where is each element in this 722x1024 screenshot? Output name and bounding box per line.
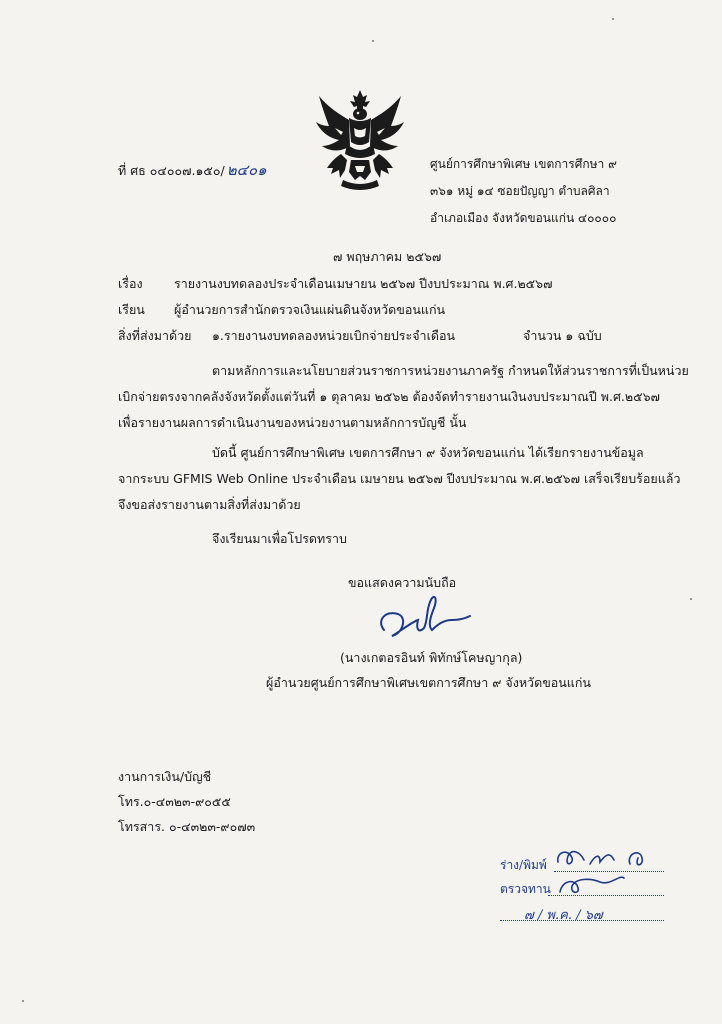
body-paragraph-1-line-3: เพื่อรายงานผลการดำเนินงานของหน่วยงานตามหลักการบัญชี นั้น (118, 415, 467, 430)
scan-speck (22, 1000, 24, 1002)
recipient-label: เรียน (118, 302, 145, 317)
sender-address-line-3: อำเภอเมือง จังหวัดขอนแก่น ๔๐๐๐๐ (430, 211, 617, 225)
garuda-emblem (313, 88, 407, 194)
reference-prefix: ที่ ศธ ๐๔๐๐๗.๑๕๐/ (118, 163, 225, 178)
stamp-typed-by-label: ร่าง/พิมพ์ (500, 858, 547, 872)
department-phone: โทร.๐-๔๓๒๓-๙๐๕๕ (118, 794, 231, 809)
recipient-text: ผู้อำนวยการสำนักตรวจเงินแผ่นดินจังหวัดขอนแก่น (174, 302, 446, 317)
signer-title: ผู้อำนวยศูนย์การศึกษาพิเศษเขตการศึกษา ๙ จังหวัดขอนแก่น (266, 675, 591, 690)
regards-line: ขอแสดงความนับถือ (348, 575, 457, 590)
scan-speck (690, 598, 692, 600)
enclosure-label: สิ่งที่ส่งมาด้วย (118, 328, 192, 343)
body-paragraph-2-line-2: จากระบบ GFMIS Web Online ประจำเดือน เมษายน ๒๕๖๗ ปีงบประมาณ พ.ศ.๒๕๖๗ เสร็จเรียบร้อยแล้ว (118, 471, 681, 486)
subject-label: เรื่อง (118, 276, 143, 291)
handwritten-signature (372, 590, 472, 646)
stamp-checked-by-label: ตรวจทาน (500, 882, 551, 896)
body-paragraph-1-line-2: เบิกจ่ายตรงจากคลังจังหวัดตั้งแต่วันที่ ๑ ตุลาคม ๒๕๖๒ ต้องจัดทำรายงานเงินงบประมาณปี พ.ศ.๒๕๖๗ (118, 389, 660, 404)
sender-address-line-2: ๓๖๑ หมู่ ๑๔ ซอยปัญญา ตำบลศิลา (430, 184, 610, 198)
scan-speck (612, 18, 614, 20)
body-paragraph-2-line-3: จึงขอส่งรายงานตามสิ่งที่ส่งมาด้วย (118, 497, 301, 512)
department-name: งานการเงิน/บัญชี (118, 769, 212, 784)
stamp-date-handwritten: ๗ / พ.ค. / ๖๗ (524, 908, 603, 923)
department-fax: โทรสาร. ๐-๔๓๒๓-๙๐๗๓ (118, 819, 256, 834)
scan-speck (372, 40, 374, 42)
reference-handwritten-number: ๒๔๐๑ (226, 161, 267, 179)
subject-text: รายงานงบทดลองประจำเดือนเมษายน ๒๕๖๗ ปีงบประมาณ พ.ศ.๒๕๖๗ (174, 276, 553, 291)
enclosure-count: จำนวน ๑ ฉบับ (523, 328, 602, 343)
stamp-initials-scribble (550, 834, 660, 900)
enclosure-text: ๑.รายงานงบทดลองหน่วยเบิกจ่ายประจำเดือน (212, 328, 456, 343)
reference-number (118, 158, 267, 182)
sender-address-line-1: ศูนย์การศึกษาพิเศษ เขตการศึกษา ๙ (430, 157, 617, 171)
body-paragraph-2-line-1: บัดนี้ ศูนย์การศึกษาพิเศษ เขตการศึกษา ๙ จังหวัดขอนแก่น ได้เรียกรายงานข้อมูล (212, 445, 644, 460)
letter-date: ๗ พฤษภาคม ๒๕๖๗ (333, 249, 442, 264)
approval-stamp (488, 834, 678, 932)
body-paragraph-1-line-1: ตามหลักการและนโยบายส่วนราชการหน่วยงานภาครัฐ กำหนดให้ส่วนราชการที่เป็นหน่วย (212, 363, 689, 378)
signer-name: (นางเกตอรอินท์ พิทักษ์โคษญากุล) (340, 650, 523, 665)
closing-line: จึงเรียนมาเพื่อโปรดทราบ (212, 531, 347, 546)
